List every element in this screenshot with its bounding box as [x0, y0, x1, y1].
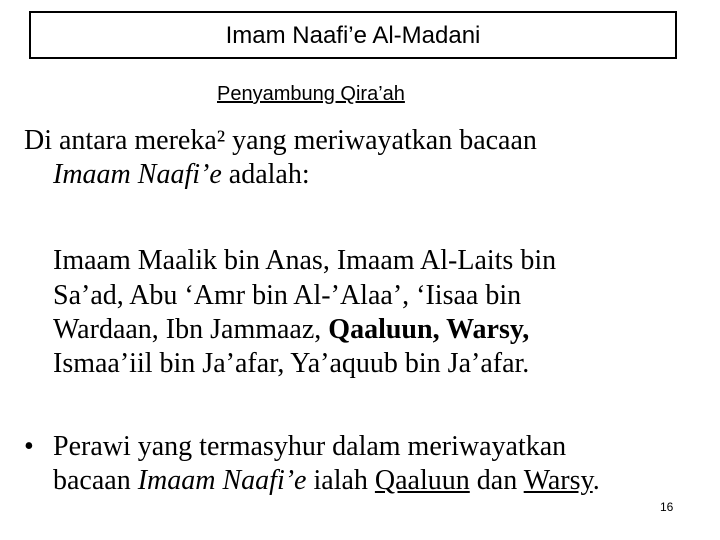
- intro-line-2-rest: adalah:: [221, 159, 310, 190]
- bullet-line-2: [53, 465, 600, 497]
- narrators-line-3: [53, 314, 529, 346]
- page-number: 16: [660, 500, 674, 514]
- underlined-qaaluun: Qaaluun: [374, 465, 470, 496]
- underlined-warsy: Warsy: [523, 465, 593, 496]
- title-box: [29, 11, 677, 59]
- narrators-line-4: Ismaa’iil bin Ja’afar, Ya’aquub bin Ja’afar.: [53, 348, 530, 379]
- bullet-line-1: [24, 431, 566, 463]
- intro-line-1: Di antara mereka² yang meriwayatkan bacaan: [24, 125, 537, 156]
- intro-italic-name: Imaam Naafi’e: [53, 159, 222, 190]
- bullet-icon: •: [24, 431, 34, 462]
- intro-line-2: [53, 159, 310, 191]
- bullet-line-2-and: dan: [469, 465, 524, 496]
- narrators-bold-names: Qaaluun, Warsy,: [328, 314, 530, 345]
- bullet-line-1-text: Perawi yang termasyhur dalam meriwayatkan: [53, 431, 567, 462]
- bullet-line-2-end: .: [592, 465, 600, 496]
- narrators-line-1: Imaam Maalik bin Anas, Imaam Al-Laits bin: [53, 245, 557, 276]
- bullet-line-2-mid: ialah: [306, 465, 375, 496]
- slide-title: Imam Naafi’e Al-Madani: [225, 22, 481, 49]
- bullet-line-2-pre: bacaan: [53, 465, 138, 496]
- bullet-italic-name: Imaam Naafi’e: [137, 465, 307, 496]
- narrators-line-2: Sa’ad, Abu ‘Amr bin Al-’Alaa’, ‘Iisaa bin: [53, 280, 522, 311]
- slide-subtitle: Penyambung Qira’ah: [217, 83, 405, 105]
- narrators-line-3-pre: Wardaan, Ibn Jammaaz,: [53, 314, 329, 345]
